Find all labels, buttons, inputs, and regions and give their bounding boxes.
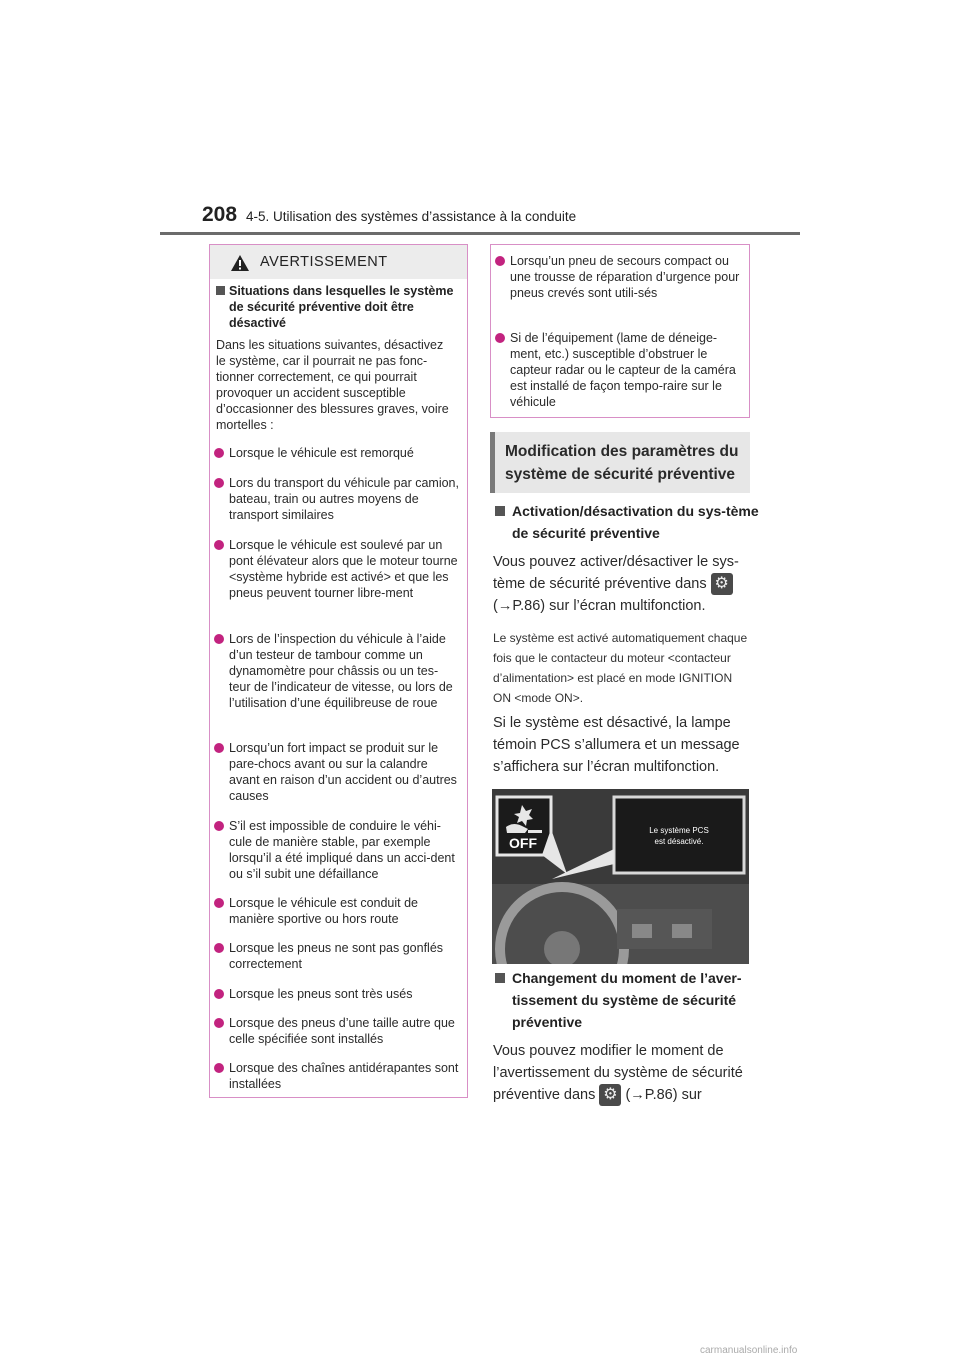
list-item xyxy=(214,475,459,523)
warning-continued-box xyxy=(490,244,750,418)
dashboard-illustration xyxy=(492,789,749,964)
activation-note: Le système est activé automatiquement chaque fois que le contacteur du moteur <contacteur d’alimentation> est placé en mode IGNITION ON <mode ON>. xyxy=(493,631,748,705)
subheading-timing xyxy=(493,967,767,1033)
list-item xyxy=(214,740,459,804)
list-item-text: Lors du transport du véhicule par camion, bateau, train ou autres moyens de transport similaires xyxy=(229,476,459,522)
list-item-text: Lorsque des chaînes antidérapantes sont installées xyxy=(229,1061,459,1091)
bullet-dot-icon xyxy=(214,821,224,831)
list-item xyxy=(214,1060,459,1092)
list-item-text: Lors de l’inspection du véhicule à l’aide d’un testeur de tambour comme un dynamomètre pour châssis ou un tes-teur de l’indicateur de vitesse, ou lors de l’utilisation d’une équilibreuse de roue xyxy=(229,632,453,710)
list-item-text: Lorsqu’un fort impact se produit sur le pare-chocs avant ou sur la calandre avant en raison d’un accident ou d’autres causes xyxy=(229,741,457,803)
list-item xyxy=(495,253,742,301)
warning-title: AVERTISSEMENT xyxy=(260,254,388,270)
timing-paragraph-ref: (→P.86) sur xyxy=(625,1087,702,1103)
list-item xyxy=(214,986,459,1002)
bullet-dot-icon xyxy=(214,1063,224,1073)
list-item xyxy=(495,330,742,410)
list-item xyxy=(214,1015,459,1047)
warning-intro: Dans les situations suivantes, désactivez le système, car il pourrait ne pas fonc-tionner correctement, ce qui pourrait provoquer un accident susceptible d’occasionner des blessures graves, voire mortelles : xyxy=(216,338,449,432)
activation-paragraph-text: Vous pouvez activer/désactiver le sys-tème de sécurité préventive dans xyxy=(493,554,739,592)
warning-heading-text: Situations dans lesquelles le système de sécurité préventive doit être désactivé xyxy=(229,284,454,330)
subheading-activation-text: Activation/désactivation du sys-tème de sécurité préventive xyxy=(512,503,759,541)
list-item xyxy=(214,445,459,461)
square-bullet-icon xyxy=(495,973,505,983)
section-heading: Modification des paramètres du système de sécurité préventive xyxy=(505,443,739,483)
page-number: 208 xyxy=(202,203,238,226)
list-item-text: S’il est impossible de conduire le véhi-cule de manière stable, par exemple lorsqu’il a été impliqué dans un acci-dent ou s’il subit une défaillance xyxy=(229,819,455,881)
dashboard-drawing xyxy=(492,789,749,964)
bullet-dot-icon xyxy=(214,540,224,550)
footer-watermark: carmanualsonline.info xyxy=(700,1345,798,1356)
pcs-off-label: OFF xyxy=(509,835,537,851)
section-title: 4-5. Utilisation des systèmes d’assistance à la conduite xyxy=(246,209,577,224)
subheading-activation xyxy=(493,500,767,544)
settings-gear-icon: ⚙ xyxy=(711,573,733,595)
warning-header xyxy=(210,245,467,279)
screen-message-line1: Le système PCS xyxy=(649,826,709,835)
deactivation-paragraph: Si le système est désactivé, la lampe témoin PCS s’allumera et un message s’affichera sur l’écran multifonction. xyxy=(493,715,740,775)
list-item-text: Lorsque les pneus ne sont pas gonflés correctement xyxy=(229,941,444,971)
list-item-text: Lorsque le véhicule est conduit de manière sportive ou hors route xyxy=(229,896,419,926)
square-bullet-icon xyxy=(216,286,225,295)
list-item-text: Lorsque le véhicule est soulevé par un pont élévateur alors que le moteur tourne <système hybride est activé> et que les pneus peuvent tourner libre-ment xyxy=(229,538,458,600)
bullet-dot-icon xyxy=(214,989,224,999)
list-item-text: Si de l’équipement (lame de déneige-ment, etc.) susceptible d’obstruer le capteur radar ou le capteur de la caméra est installé de façon tempo-raire sur le véhicule xyxy=(510,331,736,409)
screen-message-line2: est désactivé. xyxy=(654,837,704,846)
list-item xyxy=(214,895,459,927)
screen-message xyxy=(616,825,742,847)
list-item-text: Lorsque les pneus sont très usés xyxy=(229,987,413,1001)
timing-paragraph-text: Vous pouvez modifier le moment de l’avertissement du système de sécurité préventive dans xyxy=(493,1043,743,1103)
warning-heading xyxy=(216,283,469,331)
activation-paragraph xyxy=(493,551,748,617)
bullet-dot-icon xyxy=(495,333,505,343)
bullet-dot-icon xyxy=(495,256,505,266)
timing-paragraph xyxy=(493,1040,748,1106)
subheading-timing-text: Changement du moment de l’aver-tissement du système de sécurité préventive xyxy=(512,970,742,1030)
bullet-dot-icon xyxy=(214,898,224,908)
bullet-dot-icon xyxy=(214,743,224,753)
bullet-dot-icon xyxy=(214,943,224,953)
section-heading-band xyxy=(490,432,750,493)
list-item xyxy=(214,537,459,601)
bullet-dot-icon xyxy=(214,634,224,644)
bullet-dot-icon xyxy=(214,448,224,458)
square-bullet-icon xyxy=(495,506,505,516)
list-item xyxy=(214,940,459,972)
bullet-dot-icon xyxy=(214,1018,224,1028)
warning-triangle-icon xyxy=(230,254,250,272)
bullet-dot-icon xyxy=(214,478,224,488)
list-item-text: Lorsque des pneus d’une taille autre que celle spécifiée sont installés xyxy=(229,1016,455,1046)
settings-gear-icon: ⚙ xyxy=(599,1084,621,1106)
list-item xyxy=(214,631,459,711)
list-item-text: Lorsque le véhicule est remorqué xyxy=(229,446,414,460)
activation-paragraph-ref: (→P.86) sur l’écran multifonction. xyxy=(493,598,706,615)
header-rule xyxy=(160,232,800,235)
list-item-text: Lorsqu’un pneu de secours compact ou une trousse de réparation d’urgence pour pneus crevés sont utili-sés xyxy=(510,254,740,300)
list-item xyxy=(214,818,459,882)
warning-box xyxy=(209,244,468,1098)
